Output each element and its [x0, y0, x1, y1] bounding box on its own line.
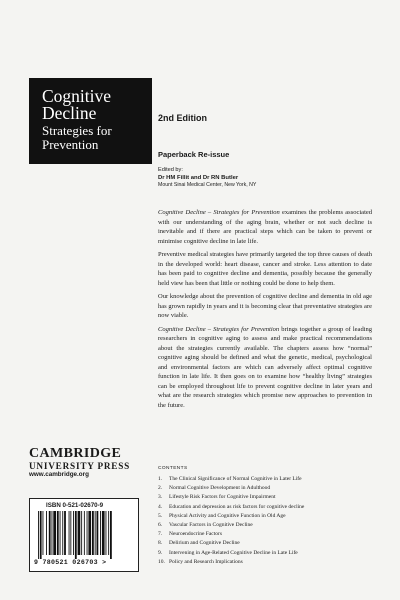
toc-item: [158, 539, 372, 548]
book-subtitle-line-2: Prevention: [42, 137, 99, 152]
reissue-label: Paperback Re-issue: [158, 150, 230, 159]
toc-item: [158, 493, 372, 502]
blurb-title-ref: Cognitive Decline – Strategies for Prevention: [158, 325, 280, 333]
editors-block: [158, 167, 256, 189]
publisher-logo: [29, 447, 144, 479]
toc-number: 2.: [158, 485, 163, 492]
toc-title: Delirium and Cognitive Decline: [169, 540, 240, 547]
toc-number: 9.: [158, 549, 163, 556]
toc-title: Lifestyle Risk Factors for Cognitive Impairment: [169, 494, 276, 501]
book-title-line-1: Cognitive: [42, 86, 112, 106]
toc-title: Physical Activity and Cognitive Function in Old Age: [169, 512, 286, 519]
publisher-name: CAMBRIDGE: [29, 446, 122, 461]
blurb-text: Preventive medical strategies have primarily targeted the top three causes of death in the developed world: heart disease, cancer and stroke. Less attention to date has been paid to cognitive decline and dementia, possibly because the generally held view has been that little or nothing could be done to help them.: [158, 251, 372, 287]
toc-title: The Clinical Significance of Normal Cognitive in Later Life: [169, 476, 302, 482]
toc-number: 10.: [158, 558, 165, 565]
editor-institution: Mount Sinai Medical Center, New York, NY: [158, 182, 257, 188]
blurb-text: brings together a group of leading researchers in cognitive aging to assess and make practical recommendations about the strategies currently available. The chapters assess how “normal” cognitive aging should be defined and what the genetic, medical, psychological and environmental factors are which can adversely affect optimal cognitive function in late life. It then goes on to examine how “healthy living” strategies can be employed throughout life to prevent cognitive decline in later years and what are the research strategies which promise new approaches to prevention in the future.: [158, 325, 372, 409]
toc-title: Policy and Research Implications: [169, 558, 243, 565]
toc-number: 7.: [158, 531, 163, 538]
toc-item: [158, 558, 372, 567]
blurb-paragraph-4: [158, 325, 372, 411]
blurb-title-ref: Cognitive Decline – Strategies for Prevention: [158, 209, 280, 216]
blurb-text: Our knowledge about the prevention of cognitive decline and dementia in old age has grown rapidly in years and it is becoming clear that preventative strategies are now viable.: [158, 293, 372, 319]
toc-item: [158, 512, 372, 521]
contents-list: [158, 466, 372, 567]
toc-title: Normal Cognitive Development in Adulthood: [169, 485, 271, 492]
book-subtitle-line-1: Strategies for: [42, 123, 112, 138]
barcode-bars-icon: [34, 511, 134, 559]
toc-number: 6.: [158, 522, 163, 529]
isbn-number: ISBN 0-521-02670-9: [46, 502, 104, 509]
edited-by-label: Edited by:: [158, 167, 183, 173]
edition-label: 2nd Edition: [158, 113, 207, 123]
toc-title: Education and depression as risk factors for cognitive decline: [169, 503, 305, 510]
editor-names: Dr HM Fillit and Dr RN Butler: [158, 175, 239, 181]
toc-number: 4.: [158, 503, 163, 510]
blurb-paragraph-3: [158, 292, 372, 321]
blurb-paragraph-2: [158, 250, 372, 288]
barcode: [29, 498, 139, 572]
toc-item: [158, 549, 372, 558]
contents-heading: CONTENTS: [158, 466, 188, 471]
toc-item: [158, 484, 372, 493]
toc-number: 5.: [158, 512, 163, 519]
toc-number: 8.: [158, 540, 163, 547]
book-title-line-2: Decline: [42, 103, 97, 123]
toc-title: Vascular Factors in Cognitive Decline: [169, 522, 253, 529]
blurb-paragraph-1: [158, 208, 372, 246]
toc-title: Intervening in Age-Related Cognitive Decline in Late Life: [169, 549, 298, 556]
toc-item: [158, 503, 372, 512]
toc-number: 3.: [158, 494, 163, 501]
blurb: [158, 208, 372, 414]
toc-item: [158, 475, 372, 484]
blurb-text: examines the problems associated with our understanding of the aging brain, whether or not such decline is inevitable and if there are practical steps which can be taken to prevent or minimise cognitive decline in late life.: [158, 209, 373, 245]
toc-item: [158, 521, 372, 530]
toc-number: 1.: [158, 476, 163, 482]
toc-item: [158, 530, 372, 539]
toc-title: Neuroendocrine Factors: [169, 531, 222, 538]
publisher-press: UNIVERSITY PRESS: [29, 461, 131, 471]
barcode-digits: 9 780521 026703 >: [34, 559, 107, 566]
publisher-url: www.cambridge.org: [29, 471, 89, 478]
title-block: [29, 78, 152, 164]
